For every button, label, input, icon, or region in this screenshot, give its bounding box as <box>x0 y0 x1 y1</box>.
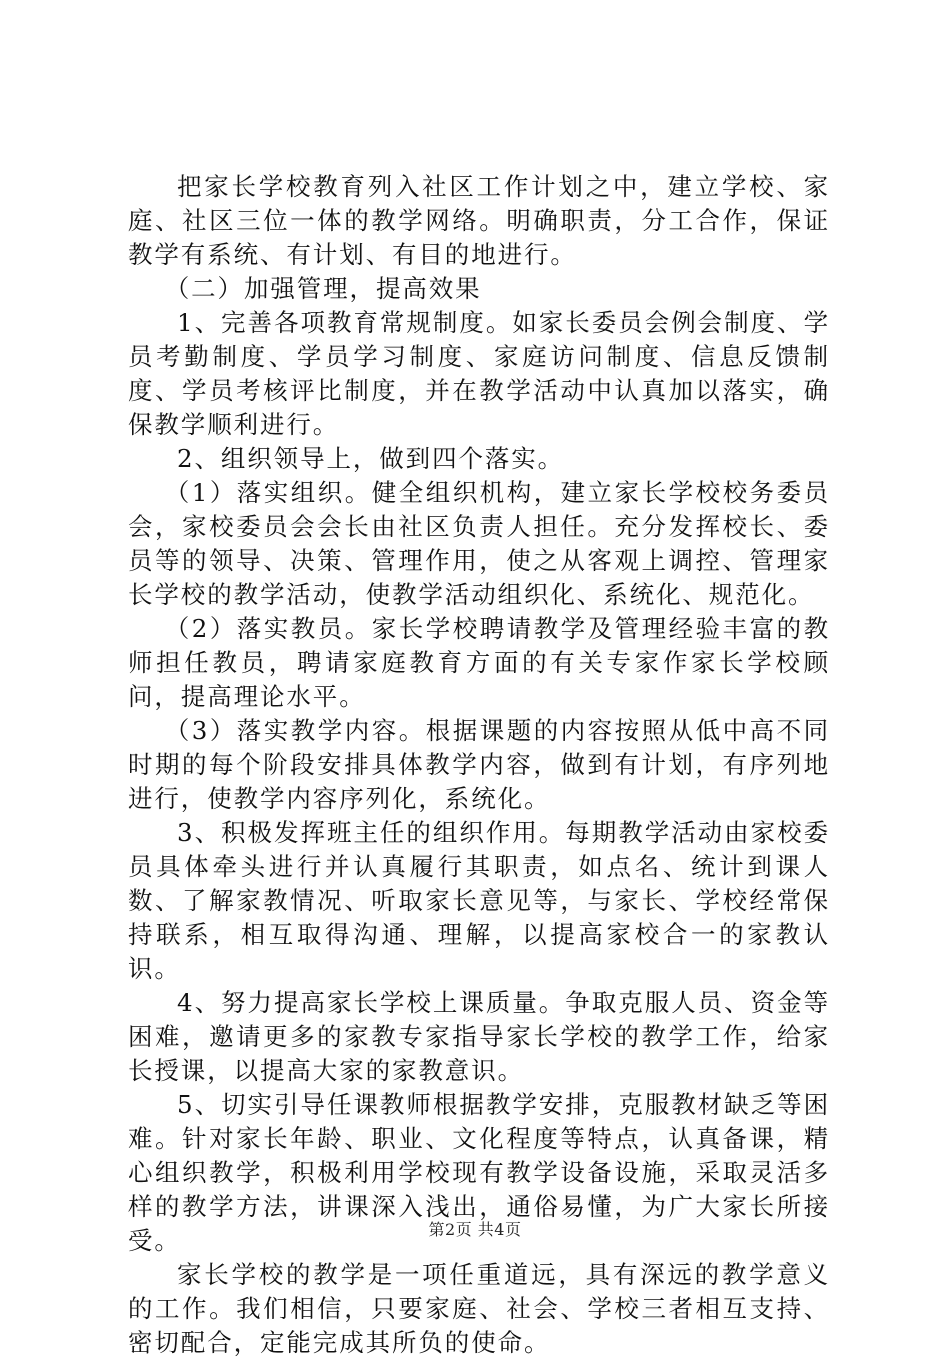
paragraph-item-1: 1、完善各项教育常规制度。如家长委员会例会制度、学员考勤制度、学员学习制度、家庭访问制度、信息反馈制度、学员考核评比制度，并在教学活动中认真加以落实，确保教学顺利进行。 <box>128 308 830 439</box>
section-heading-management: （二）加强管理，提高效果 <box>164 274 482 303</box>
document-body <box>128 170 830 1360</box>
paragraph-item-4: 4、努力提高家长学校上课质量。争取克服人员、资金等困难，邀请更多的家教专家指导家长学校的教学工作，给家长授课，以提高大家的家教意识。 <box>128 988 830 1085</box>
paragraph-item-2: 2、组织领导上，做到四个落实。 <box>177 444 565 473</box>
paragraph-subitem-3: （3）落实教学内容。根据课题的内容按照从低中高不同时期的每个阶段安排具体教学内容，做到有计划，有序列地进行，使教学内容序列化，系统化。 <box>128 716 830 813</box>
paragraph-conclusion: 家长学校的教学是一项任重道远，具有深远的教学意义的工作。我们相信，只要家庭、社会、学校三者相互支持、密切配合，定能完成其所负的使命。 <box>128 1260 830 1357</box>
paragraph-community-network: 把家长学校教育列入社区工作计划之中，建立学校、家庭、社区三位一体的教学网络。明确职责，分工合作，保证教学有系统、有计划、有目的地进行。 <box>128 172 830 269</box>
paragraph-item-3: 3、积极发挥班主任的组织作用。每期教学活动由家校委员具体牵头进行并认真履行其职责，如点名、统计到课人数、了解家教情况、听取家长意见等，与家长、学校经常保持联系，相互取得沟通、理解，以提高家校合一的家教认识。 <box>128 818 830 983</box>
page-number-footer: 第2页 共4页 <box>428 1220 522 1239</box>
paragraph-subitem-1: （1）落实组织。健全组织机构，建立家长学校校务委员会，家校委员会会长由社区负责人担任。充分发挥校长、委员等的领导、决策、管理作用，使之从客观上调控、管理家长学校的教学活动，使教学活动组织化、系统化、规范化。 <box>128 478 830 609</box>
paragraph-subitem-2: （2）落实教员。家长学校聘请教学及管理经验丰富的教师担任教员，聘请家庭教育方面的有关专家作家长学校顾问，提高理论水平。 <box>128 614 830 711</box>
paragraph-item-5: 5、切实引导任课教师根据教学安排，克服教材缺乏等困难。针对家长年龄、职业、文化程度等特点，认真备课，精心组织教学，积极利用学校现有教学设备设施，采取灵活多样的教学方法，讲课深入浅出，通俗易懂，为广大家长所接受。 <box>128 1090 830 1255</box>
